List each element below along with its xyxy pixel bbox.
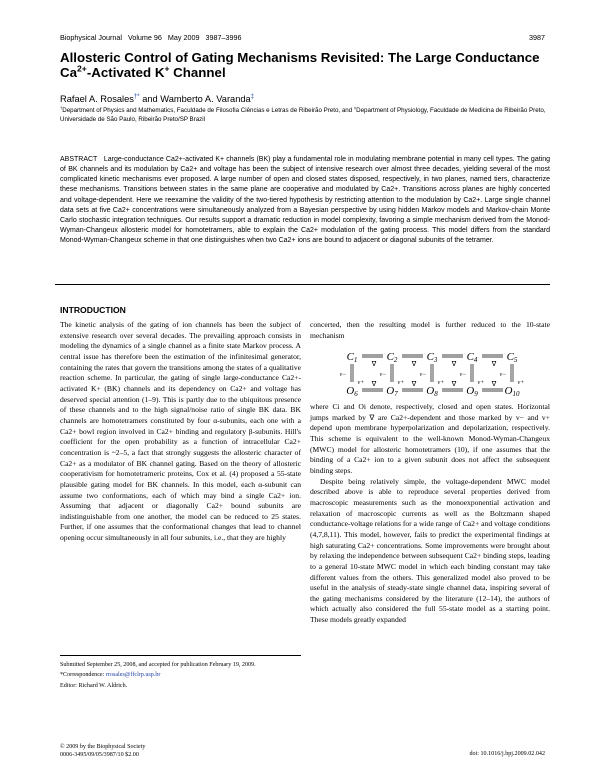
v-minus-label: v− — [499, 372, 507, 378]
abstract-label: ABSTRACT — [60, 156, 98, 163]
body-paragraph: where Ci and Oi denote, respectively, closed and open states. Horizontal jumps marked by ∇ are Ca2+-dependent and those marked by v− and v+ depend upon membrane hyperpolarization and depolarization, respectively. This scheme is equivalent to the well-known Monod-Wyman-Changeux (MWC) model for allosteric homotetramers (10), if one assumes that the binding of a Ca2+ ion to a given subunit does not affect the subsequent binding steps. — [310, 402, 550, 475]
open-state-o6: O6 — [346, 385, 358, 398]
open-state-o7: O7 — [386, 385, 398, 398]
body-paragraph: The kinetic analysis of the gating of ion channels has been the subject of extensive research over several decades. The prevailing approach consists in modeling the dynamics of a single channel as a finite state Markov process. A central issue has therefore been the estimation of the infinitesimal generator, containing the rates that govern the transitions among the states of a qualitative reaction scheme. In particular, the gating of single large-conductance Ca2+-activated K+ (BK) channels and its dependency on Ca2+ and voltage has deserved special attention (1–9). This is partly due to the ubiquitous presence of these channels and to the high signal/noise ratio of single BK data. BK channels are homotetramers constituted by four α-subunits, each one with a Ca2+ bowl region involved in Ca2+ binding and regulatory β-subunits. Hill's coefficient for the open probability as a function of intracellular Ca2+ concentration is ~2–5, a fact that strongly suggests the allosteric character of Ca2+ as a modulator of BK channel gating. Based on the theory of allosteric cooperativism for homotetrameric proteins, Cox et al. (4) proposed a 55-state plausible gating model for BK channels. In this model, each α-subunit can assume two conformations, each of which may bind a single Ca2+ ion. Assuming that adjacent or diagonally Ca2+ bound subunits are indistinguishable from one another, the model can be reduced to 25 states. Further, if one assumes that the conformational changes that lead to channel opening occur simultaneously in all four subunits, i.e., that they are highly — [60, 320, 301, 543]
running-header — [60, 33, 241, 42]
abstract-divider — [55, 284, 550, 285]
page-number: 3987 — [529, 33, 545, 42]
journal-volume: Volume 96 — [127, 33, 162, 42]
ca-dependent-mark: ∇ — [491, 360, 497, 368]
title-line-1: Allosteric Control of Gating Mechanisms Revisited: The Large Conductance — [60, 50, 540, 65]
author-name: Rafael A. Rosales — [60, 94, 134, 104]
journal-date: May 2009 — [167, 33, 200, 42]
closed-state-c2: C2 — [386, 351, 398, 364]
author-marks[interactable]: ‡ — [250, 93, 255, 100]
body-paragraph: Despite being relatively simple, the voltage-dependent MWC model described above is able to reproduce several properties derived from macroscopic measurements such as the monoexponential activation and relaxation of macroscopic currents as well as the Boltzmann shaped conductance-voltage relations for a wide range of Ca2+ and voltage conditions (4,7,8,11). This model, however, fails to predict the experimental findings at high saturating Ca2+ concentrations. Some improvements were brought about by relaxing the independence between subsequent Ca2+ binding steps, leading to a general 10-state MWC model in which each binding constant may take different values from the others. This generalized model also proved to be useful in the analysis of steady-state single channel data, inspiring several of the gating mechanisms considered by the literature (12–14), the authors of which actually also considered the full 55-state model as a starting point. These models greatly expanded — [310, 476, 550, 625]
v-plus-label: v+ — [477, 380, 485, 386]
body-paragraph: concerted, then the resulting model is further reduced to the 10-state mechanism — [310, 320, 550, 340]
submission-note: Submitted September 25, 2008, and accepted for publication February 19, 2009. — [60, 662, 256, 668]
closed-state-c5: C5 — [506, 351, 518, 364]
ca-dependent-mark: ∇ — [491, 380, 497, 388]
open-state-o9: O9 — [466, 385, 478, 398]
closed-state-c4: C4 — [466, 351, 478, 364]
abstract-text: Large-conductance Ca2+-activated K+ channels (BK) play a fundamental role in modulating membrane potential in many cell types. The gating of BK channels and its modulation by Ca2+ and voltage has been the subject of intensive research over almost three decades, yielding several of the most complicated kinetic mechanisms ever proposed. A large number of open and closed states disposed, respectively, in two planes, named tiers, characterize these mechanisms. Transitions between states in the same plane are cooperative and modulated by Ca2+. Transitions across planes are highly concerted and voltage-dependent. Here we reexamine the validity of the two-tiered hypothesis by restricting attention to the modulation by Ca2+. Large single channel data sets at five Ca2+ concentrations were simultaneously analyzed from a Bayesian perspective by using hidden Markov models and Markov-chain Monte Carlo stochastic integration techniques. Our results support a dramatic reduction in model complexity, favoring a simple mechanism derived from the Monod-Wyman-Changeux allosteric model for homotetramers, able to explain the Ca2+ modulation of the gating process. This model differs from the standard Monod-Wyman-Changeux scheme in that one distinguishes when two Ca2+ ions are bound to adjacent or diagonal subunits of the tetramer. — [60, 156, 550, 245]
author-list: Rafael A. Rosales†* and Wamberto A. Varanda‡ — [60, 93, 255, 104]
ca-dependent-mark: ∇ — [411, 380, 417, 388]
v-plus-label: v+ — [517, 380, 525, 386]
footnote-divider — [60, 655, 301, 656]
ca-dependent-mark: ∇ — [411, 360, 417, 368]
ca-dependent-mark: ∇ — [371, 360, 377, 368]
correspondence-note: *Correspondence: rrosales@ffclrp.usp.br — [60, 672, 161, 679]
v-plus-label: v+ — [357, 380, 365, 386]
ca-dependent-mark: ∇ — [371, 380, 377, 388]
abstract — [60, 155, 550, 246]
copyright: © 2009 by the Biophysical Society 0006-3495/09/05/3987/10 $2.00 — [60, 744, 146, 759]
v-minus-label: v− — [459, 372, 467, 378]
doi[interactable]: doi: 10.1016/j.bpj.2009.02.042 — [469, 751, 545, 757]
ca-dependent-mark: ∇ — [451, 380, 457, 388]
v-plus-label: v+ — [437, 380, 445, 386]
intro-right-column-top — [310, 320, 550, 341]
open-state-o10: O10 — [504, 385, 520, 398]
footnotes — [60, 661, 301, 692]
v-plus-label: v+ — [397, 380, 405, 386]
journal-pages: 3987–3996 — [205, 33, 242, 42]
v-minus-label: v− — [419, 372, 427, 378]
kinetic-scheme-diagram — [340, 348, 540, 400]
section-heading: INTRODUCTION — [60, 305, 126, 315]
intro-right-column-bottom — [310, 402, 550, 626]
closed-state-c1: C1 — [346, 351, 358, 364]
title-line-2: $Ca^{2+}$-Activated K+ Channel — [60, 63, 226, 81]
author-name: Wamberto A. Varanda — [160, 94, 251, 104]
v-minus-label: v− — [379, 372, 387, 378]
open-state-o8: O8 — [426, 385, 438, 398]
intro-left-column — [60, 320, 301, 544]
affiliations: †Department of Physics and Mathematics, Faculdade de Filosofia Ciências e Letras de Ribeirão Preto, and ‡Department of Physiology, Faculdade de Medicina de Ribeirão Preto, Universidade de São Paulo, Ribeirão Preto/SP Brazil — [60, 104, 546, 123]
journal-name: Biophysical Journal — [60, 33, 122, 42]
v-minus-label: v− — [340, 372, 347, 378]
ca-dependent-mark: ∇ — [451, 360, 457, 368]
correspondence-email[interactable]: rrosales@ffclrp.usp.br — [105, 672, 161, 679]
closed-state-c3: C3 — [426, 351, 438, 364]
author-marks[interactable]: †* — [133, 93, 140, 100]
editor-note: Editor: Richard W. Aldrich. — [60, 682, 128, 689]
paper-title — [60, 50, 550, 81]
